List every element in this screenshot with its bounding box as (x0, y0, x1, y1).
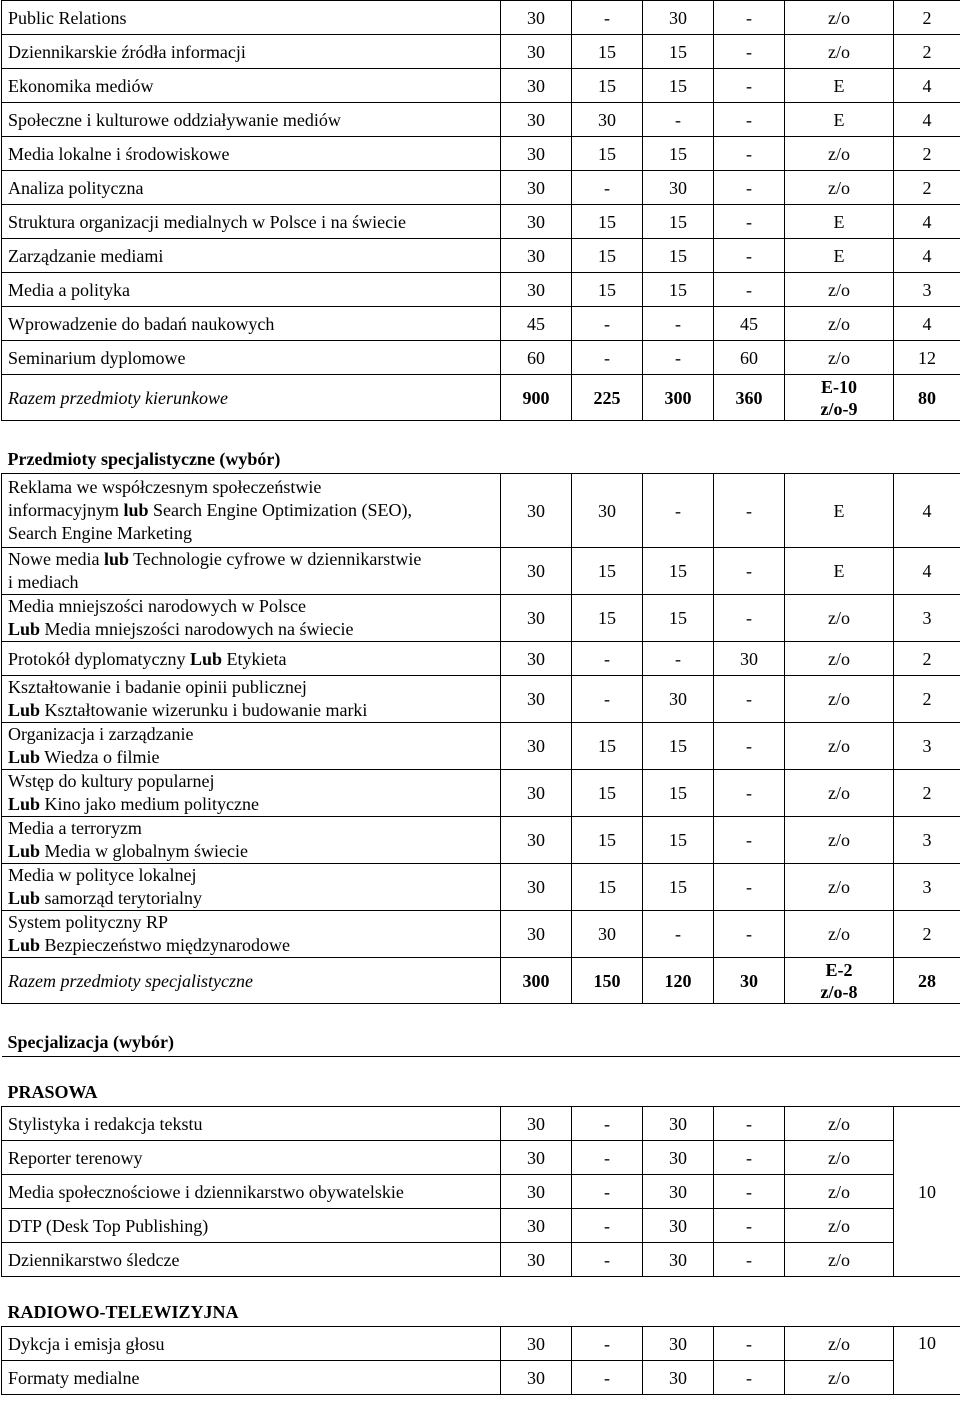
table-row (2, 474, 960, 548)
hours-cell-w: 300 (501, 958, 572, 1004)
section-heading-row (2, 1057, 960, 1107)
table-row (2, 676, 960, 723)
subject-line: Kino jako medium polityczne (40, 794, 259, 814)
subject-line: Wiedza o filmie (40, 747, 160, 767)
subject-name (2, 642, 501, 676)
table-row (2, 307, 960, 341)
table-row (2, 205, 960, 239)
subject-line: Protokół dyplomatyczny (8, 648, 190, 669)
table-row (2, 642, 960, 676)
hours-cell-c: 30 (572, 911, 643, 958)
table-row (2, 1141, 960, 1175)
exam-form-cell: z/o (785, 911, 894, 958)
hours-cell-c: 15 (572, 205, 643, 239)
exam-form-summary (785, 375, 894, 421)
exam-form-cell: E (785, 69, 894, 103)
hours-cell-w: 30 (501, 137, 572, 171)
table-row (2, 817, 960, 864)
hours-cell-k: - (643, 474, 714, 548)
specialization-heading: PRASOWA (2, 1057, 960, 1107)
hours-cell-c: - (572, 1209, 643, 1243)
hours-cell-k: - (643, 307, 714, 341)
or-keyword: Lub (8, 747, 41, 767)
hours-cell-k: 15 (643, 817, 714, 864)
hours-cell-s: - (714, 1327, 785, 1361)
exam-form-cell: z/o (785, 137, 894, 171)
or-keyword: Lub (8, 935, 41, 955)
exam-form-cell: z/o (785, 864, 894, 911)
table-row (2, 595, 960, 642)
subject-name (2, 864, 501, 911)
section-heading: Specjalizacja (wybór) (2, 1004, 960, 1057)
table-row (2, 548, 960, 595)
hours-cell-k: 30 (643, 1243, 714, 1277)
subject-name: Stylistyka i redakcja tekstu (2, 1107, 501, 1141)
subject-name: Reporter terenowy (2, 1141, 501, 1175)
subject-name: Ekonomika mediów (2, 69, 501, 103)
hours-cell-c: - (572, 1175, 643, 1209)
table-row (2, 69, 960, 103)
ects-summary: 80 (894, 375, 960, 421)
hours-cell-s: - (714, 676, 785, 723)
subject-name: Dziennikarskie źródła informacji (2, 35, 501, 69)
hours-cell-c: 225 (572, 375, 643, 421)
hours-cell-c: - (572, 1107, 643, 1141)
hours-cell-k: 15 (643, 770, 714, 817)
subject-name: Media społecznościowe i dziennikarstwo obywatelskie (2, 1175, 501, 1209)
subject-line: Bezpieczeństwo międzynarodowe (40, 935, 290, 955)
subject-line: Technologie cyfrowe w dziennikarstwie (129, 549, 422, 569)
hours-cell-k: 30 (643, 1, 714, 35)
hours-cell-w: 30 (501, 911, 572, 958)
hours-cell-c: 15 (572, 770, 643, 817)
ects-cell: 4 (894, 548, 960, 595)
ects-summary: 28 (894, 958, 960, 1004)
hours-cell-s: - (714, 103, 785, 137)
ects-cell: 4 (894, 474, 960, 548)
exam-form-cell: z/o (785, 1361, 894, 1395)
subject-line: informacyjnym (8, 500, 124, 520)
hours-cell-s: - (714, 171, 785, 205)
subject-name (2, 595, 501, 642)
ects-cell: 3 (894, 595, 960, 642)
ects-cell: 3 (894, 817, 960, 864)
subject-name (2, 770, 501, 817)
subject-name (2, 911, 501, 958)
hours-cell-w: 30 (501, 817, 572, 864)
table-row (2, 273, 960, 307)
subject-name: Wprowadzenie do badań naukowych (2, 307, 501, 341)
table-row (2, 723, 960, 770)
subject-name: Społeczne i kulturowe oddziaływanie mediów (2, 103, 501, 137)
hours-cell-w: 30 (501, 548, 572, 595)
subject-line: Reklama we współczesnym społeczeństwie (8, 477, 322, 497)
ects-cell: 12 (894, 341, 960, 375)
subject-name: Formaty medialne (2, 1361, 501, 1395)
hours-cell-k: 15 (643, 548, 714, 595)
subject-name: Dykcja i emisja głosu (2, 1327, 501, 1361)
hours-cell-s: - (714, 817, 785, 864)
hours-cell-w: 30 (501, 595, 572, 642)
subject-name: Media lokalne i środowiskowe (2, 137, 501, 171)
hours-cell-w: 30 (501, 1, 572, 35)
ects-cell: 2 (894, 770, 960, 817)
hours-cell-k: 15 (643, 273, 714, 307)
subject-name: Zarządzanie mediami (2, 239, 501, 273)
exam-form-cell: z/o (785, 341, 894, 375)
table-row (2, 35, 960, 69)
exam-form-cell: z/o (785, 642, 894, 676)
section-heading: Przedmioty specjalistyczne (wybór) (2, 421, 960, 474)
table-row (2, 171, 960, 205)
table-row (2, 1327, 960, 1361)
hours-cell-w: 60 (501, 341, 572, 375)
exam-form-summary-zo: z/o-9 (820, 398, 858, 419)
or-keyword: Lub (189, 648, 223, 669)
hours-cell-s: - (714, 548, 785, 595)
exam-form-cell: z/o (785, 1107, 894, 1141)
hours-cell-c: - (572, 171, 643, 205)
subject-line: Media a terroryzm (8, 818, 142, 838)
exam-form-cell: z/o (785, 1243, 894, 1277)
hours-cell-k: 30 (643, 1209, 714, 1243)
hours-cell-k: 30 (643, 1175, 714, 1209)
hours-cell-c: - (572, 1, 643, 35)
hours-cell-k: 15 (643, 137, 714, 171)
hours-cell-s: - (714, 273, 785, 307)
hours-cell-w: 45 (501, 307, 572, 341)
hours-cell-w: 30 (501, 1107, 572, 1141)
or-keyword: lub (123, 500, 149, 520)
subject-name: DTP (Desk Top Publishing) (2, 1209, 501, 1243)
summary-label: Razem przedmioty specjalistyczne (2, 958, 501, 1004)
subject-line: Search Engine Optimization (SEO), (148, 500, 412, 520)
subject-name: Seminarium dyplomowe (2, 341, 501, 375)
hours-cell-w: 30 (501, 1327, 572, 1361)
subject-line: Search Engine Marketing (8, 523, 192, 543)
hours-cell-s: 30 (714, 958, 785, 1004)
hours-cell-k: 15 (643, 35, 714, 69)
hours-cell-s: - (714, 474, 785, 548)
hours-cell-c: 30 (572, 474, 643, 548)
or-keyword: Lub (8, 700, 41, 720)
ects-cell: 2 (894, 911, 960, 958)
hours-cell-w: 30 (501, 864, 572, 911)
hours-cell-c: - (572, 1243, 643, 1277)
hours-cell-c: - (572, 341, 643, 375)
ects-group-cell: 10 (894, 1107, 960, 1277)
ects-cell: 2 (894, 1, 960, 35)
hours-cell-k: 30 (643, 676, 714, 723)
exam-form-cell: z/o (785, 723, 894, 770)
table-row (2, 1175, 960, 1209)
hours-cell-c: 15 (572, 723, 643, 770)
hours-cell-s: - (714, 1175, 785, 1209)
subject-name (2, 723, 501, 770)
hours-cell-s: 30 (714, 642, 785, 676)
hours-cell-k: 15 (643, 595, 714, 642)
exam-form-cell: E (785, 239, 894, 273)
hours-cell-k: 15 (643, 723, 714, 770)
exam-form-cell: z/o (785, 1, 894, 35)
subject-line: Nowe media (8, 549, 104, 569)
table-row (2, 770, 960, 817)
exam-form-summary-e: E-2 (825, 959, 853, 980)
subject-name: Media a polityka (2, 273, 501, 307)
hours-cell-k: 15 (643, 864, 714, 911)
hours-cell-c: - (572, 1141, 643, 1175)
subject-line: Media w globalnym świecie (40, 841, 248, 861)
hours-cell-k: 15 (643, 239, 714, 273)
ects-cell: 2 (894, 171, 960, 205)
ects-group-cell: 10 (894, 1327, 960, 1395)
exam-form-cell: z/o (785, 171, 894, 205)
subject-name (2, 676, 501, 723)
hours-cell-w: 30 (501, 642, 572, 676)
hours-cell-k: - (643, 341, 714, 375)
hours-cell-c: 15 (572, 817, 643, 864)
hours-cell-s: - (714, 595, 785, 642)
hours-cell-w: 30 (501, 35, 572, 69)
hours-cell-c: - (572, 1327, 643, 1361)
ects-cell: 3 (894, 864, 960, 911)
or-keyword: Lub (8, 619, 41, 639)
hours-cell-s: 360 (714, 375, 785, 421)
hours-cell-w: 30 (501, 1175, 572, 1209)
hours-cell-w: 30 (501, 1209, 572, 1243)
hours-cell-c: 15 (572, 595, 643, 642)
hours-cell-s: - (714, 723, 785, 770)
exam-form-cell: E (785, 103, 894, 137)
hours-cell-w: 30 (501, 474, 572, 548)
hours-cell-k: 120 (643, 958, 714, 1004)
hours-cell-k: - (643, 911, 714, 958)
hours-cell-w: 30 (501, 1243, 572, 1277)
exam-form-cell: E (785, 548, 894, 595)
subject-line: System polityczny RP (8, 912, 169, 932)
exam-form-summary-e: E-10 (821, 376, 857, 397)
table-row (2, 864, 960, 911)
hours-cell-s: - (714, 1, 785, 35)
exam-form-cell: z/o (785, 1141, 894, 1175)
hours-cell-k: 30 (643, 1361, 714, 1395)
hours-cell-c: 15 (572, 273, 643, 307)
table-row (2, 341, 960, 375)
subject-line: Media w polityce lokalnej (8, 865, 197, 885)
hours-cell-w: 30 (501, 103, 572, 137)
table-row (2, 239, 960, 273)
hours-cell-k: 30 (643, 1107, 714, 1141)
hours-cell-k: 30 (643, 1141, 714, 1175)
hours-cell-w: 30 (501, 205, 572, 239)
table-row (2, 137, 960, 171)
table-row (2, 911, 960, 958)
exam-form-cell: z/o (785, 676, 894, 723)
subject-name (2, 474, 501, 548)
ects-cell: 4 (894, 239, 960, 273)
ects-cell: 4 (894, 69, 960, 103)
hours-cell-w: 30 (501, 239, 572, 273)
section-heading-row (2, 421, 960, 474)
hours-cell-w: 30 (501, 770, 572, 817)
hours-cell-w: 30 (501, 723, 572, 770)
subject-name: Struktura organizacji medialnych w Polsce i na świecie (2, 205, 501, 239)
hours-cell-k: 300 (643, 375, 714, 421)
exam-form-cell: z/o (785, 1209, 894, 1243)
subject-name: Public Relations (2, 1, 501, 35)
or-keyword: Lub (8, 841, 41, 861)
exam-form-summary (785, 958, 894, 1004)
subject-line: samorząd terytorialny (40, 888, 202, 908)
subject-line: Kształtowanie wizerunku i budowanie marki (40, 700, 368, 720)
exam-form-cell: z/o (785, 595, 894, 642)
summary-row (2, 375, 960, 421)
hours-cell-c: - (572, 676, 643, 723)
hours-cell-s: - (714, 1107, 785, 1141)
ects-cell: 4 (894, 103, 960, 137)
hours-cell-s: - (714, 1209, 785, 1243)
ects-cell: 3 (894, 273, 960, 307)
ects-cell: 3 (894, 723, 960, 770)
or-keyword: Lub (8, 888, 41, 908)
exam-form-cell: z/o (785, 817, 894, 864)
hours-cell-k: 15 (643, 205, 714, 239)
hours-cell-c: 15 (572, 239, 643, 273)
or-keyword: lub (103, 549, 129, 569)
exam-form-summary-zo: z/o-8 (820, 981, 858, 1002)
hours-cell-s: - (714, 770, 785, 817)
exam-form-cell: z/o (785, 273, 894, 307)
table-row (2, 1243, 960, 1277)
hours-cell-c: 30 (572, 103, 643, 137)
summary-row (2, 958, 960, 1004)
hours-cell-s: - (714, 1141, 785, 1175)
exam-form-cell: z/o (785, 1175, 894, 1209)
hours-cell-s: - (714, 205, 785, 239)
ects-cell: 2 (894, 35, 960, 69)
ects-cell: 4 (894, 307, 960, 341)
hours-cell-s: 60 (714, 341, 785, 375)
subject-line: i mediach (8, 572, 79, 592)
hours-cell-w: 30 (501, 69, 572, 103)
subject-name: Analiza polityczna (2, 171, 501, 205)
hours-cell-s: - (714, 239, 785, 273)
subject-line: Wstęp do kultury popularnej (8, 771, 215, 791)
hours-cell-c: 15 (572, 35, 643, 69)
hours-cell-c: 150 (572, 958, 643, 1004)
hours-cell-w: 30 (501, 273, 572, 307)
table-row (2, 1, 960, 35)
hours-cell-k: 15 (643, 69, 714, 103)
subject-line: Media mniejszości narodowych w Polsce (8, 596, 306, 616)
subject-line: Kształtowanie i badanie opinii publicznej (8, 677, 307, 697)
ects-cell: 2 (894, 676, 960, 723)
table-row (2, 1107, 960, 1141)
hours-cell-w: 30 (501, 1141, 572, 1175)
subject-line: Etykieta (222, 648, 287, 669)
hours-cell-w: 30 (501, 676, 572, 723)
exam-form-cell: z/o (785, 307, 894, 341)
exam-form-cell: z/o (785, 770, 894, 817)
hours-cell-k: 30 (643, 171, 714, 205)
hours-cell-s: - (714, 69, 785, 103)
summary-label: Razem przedmioty kierunkowe (2, 375, 501, 421)
hours-cell-w: 30 (501, 171, 572, 205)
or-keyword: Lub (8, 794, 41, 814)
ects-cell: 2 (894, 137, 960, 171)
hours-cell-k: - (643, 103, 714, 137)
table-row (2, 1361, 960, 1395)
hours-cell-s: - (714, 35, 785, 69)
section-heading-row (2, 1004, 960, 1057)
hours-cell-k: 30 (643, 1327, 714, 1361)
exam-form-cell: z/o (785, 35, 894, 69)
hours-cell-s: - (714, 1361, 785, 1395)
hours-cell-w: 900 (501, 375, 572, 421)
hours-cell-c: - (572, 307, 643, 341)
hours-cell-s: - (714, 137, 785, 171)
ects-cell: 2 (894, 642, 960, 676)
hours-cell-k: - (643, 642, 714, 676)
exam-form-cell: E (785, 205, 894, 239)
hours-cell-c: 15 (572, 864, 643, 911)
hours-cell-c: 15 (572, 548, 643, 595)
hours-cell-c: - (572, 642, 643, 676)
hours-cell-s: 45 (714, 307, 785, 341)
specialization-heading: RADIOWO-TELEWIZYJNA (2, 1277, 960, 1327)
hours-cell-s: - (714, 911, 785, 958)
subject-name (2, 548, 501, 595)
hours-cell-c: 15 (572, 137, 643, 171)
section-heading-row (2, 1277, 960, 1327)
ects-cell: 4 (894, 205, 960, 239)
hours-cell-w: 30 (501, 1361, 572, 1395)
curriculum-table (1, 0, 960, 1395)
hours-cell-s: - (714, 864, 785, 911)
table-row (2, 103, 960, 137)
exam-form-cell: E (785, 474, 894, 548)
exam-form-cell: z/o (785, 1327, 894, 1361)
table-row (2, 1209, 960, 1243)
hours-cell-c: 15 (572, 69, 643, 103)
hours-cell-s: - (714, 1243, 785, 1277)
subject-line: Organizacja i zarządzanie (8, 724, 194, 744)
subject-name: Dziennikarstwo śledcze (2, 1243, 501, 1277)
subject-name (2, 817, 501, 864)
subject-line: Media mniejszości narodowych na świecie (40, 619, 354, 639)
hours-cell-c: - (572, 1361, 643, 1395)
